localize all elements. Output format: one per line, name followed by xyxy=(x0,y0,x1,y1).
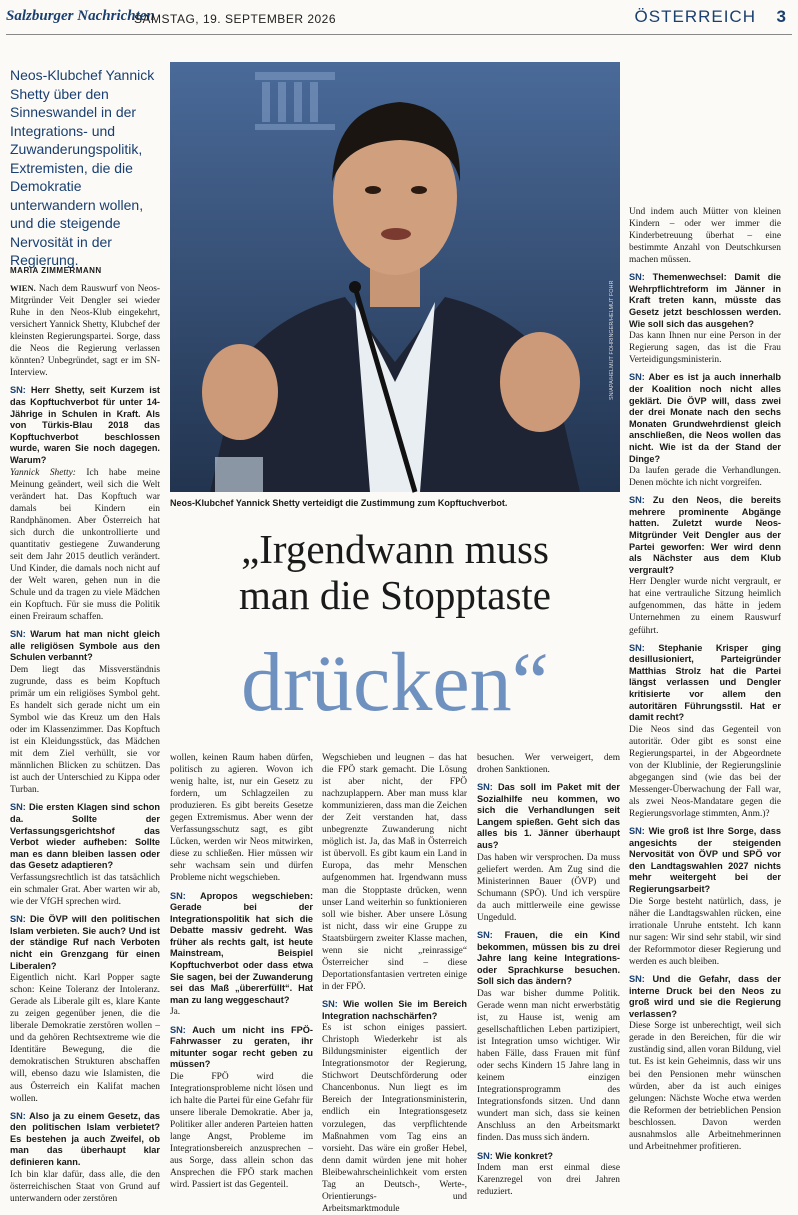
answer: Und indem auch Mütter von kleinen Kindern – oder wer immer die Kinderbetreuung überhat – eine bestimmte Anzahl von Deutschkursen machen müssen. xyxy=(629,207,781,266)
question: SN: Und die Gefahr, dass der interne Druck bei den Neos zu groß wird und sie die Regierung verlassen? xyxy=(629,973,781,1019)
answer: Die FPÖ wird die Integrationsprobleme nicht lösen und ich halte die Partei für eine Gefahr für unsere liberale Demokratie. Aber ja, Politiker aller anderen Parteien hatten lange Angst, Probleme im Integrationsbereich anzusprechen – aus Sorge, dass allein schon das Ansprechen die FPÖ stark machen wird. Passiert ist das Gegenteil. xyxy=(170,1071,313,1191)
question: SN: Warum hat man nicht gleich alle religiösen Symbole aus den Schulen verbannt? xyxy=(10,629,160,663)
newspaper-logo: Salzburger Nachrichten xyxy=(6,8,155,24)
question: SN: Stephanie Krisper ging desillusioniert, Parteigründer Matthias Strolz hat die Partei längst verlassen und Dengler kritisierte vor allem den autoritären Führungsstil. Hat er damit recht? xyxy=(629,642,781,723)
answer: wollen, keinen Raum haben dürfen, politisch zu agieren. Wovon ich wenig halte, ist, nur ein Gesetz zu fordern, um Schlagzeilen zu produzieren. Es gibt bereits Gesetze gegen Extremismus. Aber wenn der Verfassungsschutz sagt, es gibt Lücken, werden wir Neos mitwirken, diese zu schließen. Hier müssen wir sehr wachsam sein und dürfen Probleme nicht wegschieben. xyxy=(170,753,313,884)
answer: Wegschieben und leugnen – das hat die FPÖ stark gemacht. Die Lösung ist aber nicht, der FPÖ nachzuplappern. Aber man muss klar kommunizieren, dass man die Zeichen der Zeit verstanden hat, dass unbegrenzte Zuwanderung nicht möglich ist. Ja, das Maß in Österreich ist übervoll. Es gibt kaum ein Land in Europa, das mehr Menschen aufgenommen hat. Irgendwann muss man die Stopptaste drücken, wenn unser Land weiterhin so funktionieren soll wie bisher. Aber unsere Lösung ist nicht, dass wir eine Gruppe zu Staatsbürgern zweiter Klasse machen, wenn sie nicht „reinrassige“ Österreicher sind – diese Deportationsfantasien vertreten einige in der FPÖ. xyxy=(322,753,467,992)
intro-text: Nach dem Rauswurf von Neos-Mitgründer Veit Dengler sei wieder Ruhe in den Neos-Klub eingekehrt, versichert Yannick Shetty, Klubchef der kleinsten Regierungspartei. Sorge, dass die Neos die Regierung verlassen könnten? Unbegründet, sagt er im SN-Interview. xyxy=(10,284,161,379)
article-column-4 xyxy=(477,752,620,1198)
question: SN: Zu den Neos, die bereits mehrere prominente Abgänge hatten. Zuletzt wurde Neos-Mitgründer Veit Dengler aus der Partei geworfen: Wer wird denn als Nächster aus dem Klub vergrault? xyxy=(629,495,781,575)
article-column-5 xyxy=(629,206,781,1194)
dateline: WIEN. xyxy=(10,283,36,293)
question: SN: Wie konkret? xyxy=(477,1150,553,1161)
headline-line-2: man die Stopptaste xyxy=(238,572,551,618)
answer: Das haben wir versprochen. Da muss geliefert werden. Am Zug sind die Ministerinnen Bauer (ÖVP) und Schumann (SPÖ). Und ich verspüre da auch mittlerweile eine gewisse Ungeduld. xyxy=(477,852,620,923)
answer: Die Sorge besteht natürlich, dass, je näher die Landtagswahlen rücken, eine irrationale Unruhe entsteht. Ich kann nur sagen: Wir sind sehr stabil, wir sind der Reformmotor dieser Regierung und werden es auch bleiben. xyxy=(629,896,781,967)
answer: Das kann Ihnen nur eine Person in der Regierung sagen, das ist die Frau Verteidigungsministerin. xyxy=(629,331,781,366)
article-column-3 xyxy=(322,752,468,1214)
page-number: 3 xyxy=(776,7,786,26)
answer: Diese Sorge ist unberechtigt, weil sich gerade in den Bereichen, für die wir zuständig sind, allen voran Bildung, viel tut. Es ist kein Geheimnis, dass wir uns bei den Pensionen mehr wünschen würden, aber da ist auch einiges gelungen: Nächste Woche etwa werden die Reformen der betrieblichen Pension beschlossen. Davon werden ausnahmslos alle Arbeitnehmerinnen und Arbeitnehmer profitieren. xyxy=(629,1021,781,1152)
question: SN: Frauen, die ein Kind bekommen, müssen bis zu drei Jahre lang keine Integrations- oder Sprachkurse besuchen. Soll sich das ändern? xyxy=(477,929,620,987)
byline: MARIA ZIMMERMANN xyxy=(10,266,102,275)
question: SN: Also ja zu einem Gesetz, das den politischen Islam verbietet? Es bestehen ja auch Zweifel, ob man das überhaupt klar definieren kann. xyxy=(10,1110,161,1167)
masthead-rule xyxy=(6,34,792,35)
answer: Dem liegt das Missverständnis zugrunde, dass es beim Kopftuch primär um ein religiöses Symbol geht. Es handelt sich gerade nicht um ein Symbol wie das Kreuz um den Hals oder im Klassenzimmer. Das Kopftuch ist ein Kleidungsstück, das Mädchen mit dem Ziel verhüllt, sie vor männlichen Blicken zu schützen. Das ist auch der Unterschied zu Kippa oder Turban. xyxy=(10,664,160,796)
answer: Das war bisher dumme Politik. Gerade wenn man nicht erwerbstätig ist, zu Hause ist, wenig am gesellschaftlichen Leben partizipiert, ist Integration umso wichtiger. Wir haben Fälle, dass Frauen mit fünf oder sechs Kindern 15 Jahre lang in keinem einzigen Integrationsprogramm des Integrationsfonds sitzen. Und dann wundert man sich, dass sie keinen Anschluss an den Arbeitsmarkt finden. Das muss sich ändern. xyxy=(477,988,620,1144)
answer: Herr Dengler wurde nicht vergrault, er hat eine vertrauliche Sitzung heimlich aufgenommen, das hätte in jedem Unternehmen zu einem Rauswurf geführt. xyxy=(629,577,781,636)
question: SN: Wie wollen Sie im Bereich Integration nachschärfen? xyxy=(322,998,468,1021)
section-title: ÖSTERREICH xyxy=(634,7,756,26)
portrait-illustration xyxy=(170,62,620,492)
speaker-name: Yannick Shetty: xyxy=(10,467,76,478)
photo-caption: Neos-Klubchef Yannick Shetty verteidigt die Zustimmung zum Kopftuchverbot. xyxy=(170,498,508,508)
answer: Da laufen gerade die Verhandlungen. Denen möchte ich nicht vorgreifen. xyxy=(629,466,781,489)
answer: Ich habe meine Meinung geändert, weil sich die Welt verändert hat. Das Kopftuch war damals bei Kindern ein Randphänomen. Aber Österreich hat sich durch die unkontrollierte und quantitativ gestiegene Zuwanderung seit dem Jahr 2015 deutlich verändert. Und Kinder, die damals noch nicht auf der Welt waren, gehen nun in die Schule und da tragen zu viele Mädchen ein Kopftuch. Für sie muss die Politik einen Freiraum schaffen. xyxy=(10,467,161,623)
portrait-photo xyxy=(170,62,620,492)
lead-text: Neos-Klubchef Yannick Shetty über den Sinneswandel in der Integrations- und Zuwanderungspolitik, Extremisten, die die Demokratie unterwandern wollen, und die steigende Nervosität in der Regierung. xyxy=(10,67,155,268)
answer: Verfassungsrechtlich ist das tatsächlich ein schmaler Grat. Aber warten wir ab, wie der VfGH sprechen wird. xyxy=(10,873,160,908)
question: SN: Apropos wegschieben: Gerade bei der Integrationspolitik hat sich die Debatte massiv gedreht. Was früher als rechts galt, ist heute Mainstream, Beispiel Kopftuchverbot oder dass etwa Sie sagen, bei der Zuwanderung sei das Maß „übererfüllt“. Hat man zu lang weggeschaut? xyxy=(170,890,313,1005)
issue-date: SAMSTAG, 19. SEPTEMBER 2026 xyxy=(134,12,337,26)
article-column-1 xyxy=(10,282,161,1204)
answer: besuchen. Wer verweigert, dem drohen Sanktionen. xyxy=(477,753,620,776)
question: SN: Aber es ist ja auch innerhalb der Koalition noch nicht alles geklärt. Die ÖVP will, dass zwei der drei Monate nach den sechs Monaten Grundwehrdienst gleich anschließen, die Neos wollen das nicht. Wie ist da der Stand der Dinge? xyxy=(629,372,782,464)
question: SN: Die ÖVP will den politischen Islam verbieten. Sie auch? Und ist der ständige Ruf nach Verboten nicht ein Grenzgang für einen Liberalen? xyxy=(10,914,160,971)
question: SN: Wie groß ist Ihre Sorge, dass angesichts der steigenden Nervosität von ÖVP und SPÖ vor den Landtagswahlen 2027 nichts mehr weitergeht bei der Regierungsarbeit? xyxy=(629,826,781,895)
answer: Die Neos sind das Gegenteil von autoritär. Oder gibt es sonst eine Regierungspartei, in der Abgeordnete von der Klublinie, der Regierungslinie abgegangen sind (wie das bei der Messenger-Überwachung der Fall war, als zwei Neos-Mandatare gegen die Regierungsvorlage stimmten, Anm.)? xyxy=(629,724,781,820)
answer: Indem man erst einmal diese Karenzregel von drei Jahren reduziert. xyxy=(477,1163,620,1198)
question: SN: Auch um nicht ins FPÖ-Fahrwasser zu geraten, ihr mitunter sogar recht geben zu müssen? xyxy=(170,1024,313,1070)
photo-credit: SN/APA/HELMUT FOHRINGER/HELMUT FOHR xyxy=(609,280,615,400)
headline-line-1: „Irgendwann muss xyxy=(241,526,549,572)
question: SN: Die ersten Klagen sind schon da. Sollte der Verfassungsgerichtshof das Verbot wieder aufheben: Sollte man es dann bleiben lassen oder das Gesetz adaptieren? xyxy=(10,802,160,871)
article-column-2 xyxy=(170,752,313,1194)
question: SN: Themenwechsel: Damit die Wehrpflichtreform im Jänner in Kraft treten kann, müsste das Gesetz jetzt beschlossen werden. Wie soll sich das ausgehen? xyxy=(629,272,781,329)
answer: Ich bin klar dafür, dass alle, die den österreichischen Staat von Grund auf unterwandern oder zerstören xyxy=(10,1169,160,1204)
question: SN: Herr Shetty, seit Kurzem ist das Kopftuchverbot für unter 14-Jährige in Schulen in Kraft. Als von Türkis-Blau 2018 das Kopftuchverbot beschlossen wurde, waren Sie noch dagegen. Warum? xyxy=(10,385,160,465)
answer: Ja. xyxy=(170,1007,181,1018)
question: SN: Das soll im Paket mit der Sozialhilfe neu kommen, wo sich die Verhandlungen seit Langem spießen. Geht sich das alles bis 1. Jänner überhaupt aus? xyxy=(477,782,620,851)
headline-line-3: drücken“ xyxy=(241,636,549,729)
answer: Eigentlich nicht. Karl Popper sagte schon: Keine Toleranz der Intoleranz. Gerade als Liberale gilt es, klare Kante zu zeigen gegenüber jenen, die die liberale Demokratie zerstören wollen – und da gehören Rechtsextreme wie die Identitäre Bewegung, die die demokratischen Strukturen abschaffen will, ebenso dazu wie Islamisten, die aus Österreich ein Kalifat machen wollen. xyxy=(10,973,160,1104)
headline xyxy=(170,526,620,618)
answer: Es ist schon einiges passiert. Christoph Wiederkehr ist als Bildungsminister eigentlich der Integrationsmotor der Regierung, Stichwort Deutschförderung oder Chancenbonus. Nun liegt es im Bereich der Integrationsministerin, endlich ein Integrationsgesetz vorzulegen, das verpflichtende Maßnahmen vom Tag eins an vorsieht. Das wäre ein großer Hebel, denn damit würden jene mit hoher Bleibewahrscheinlichkeit vom ersten Tag an Deutsch-, Werte-, Orientierungs- und Arbeitsmarktmodule xyxy=(322,1023,467,1214)
